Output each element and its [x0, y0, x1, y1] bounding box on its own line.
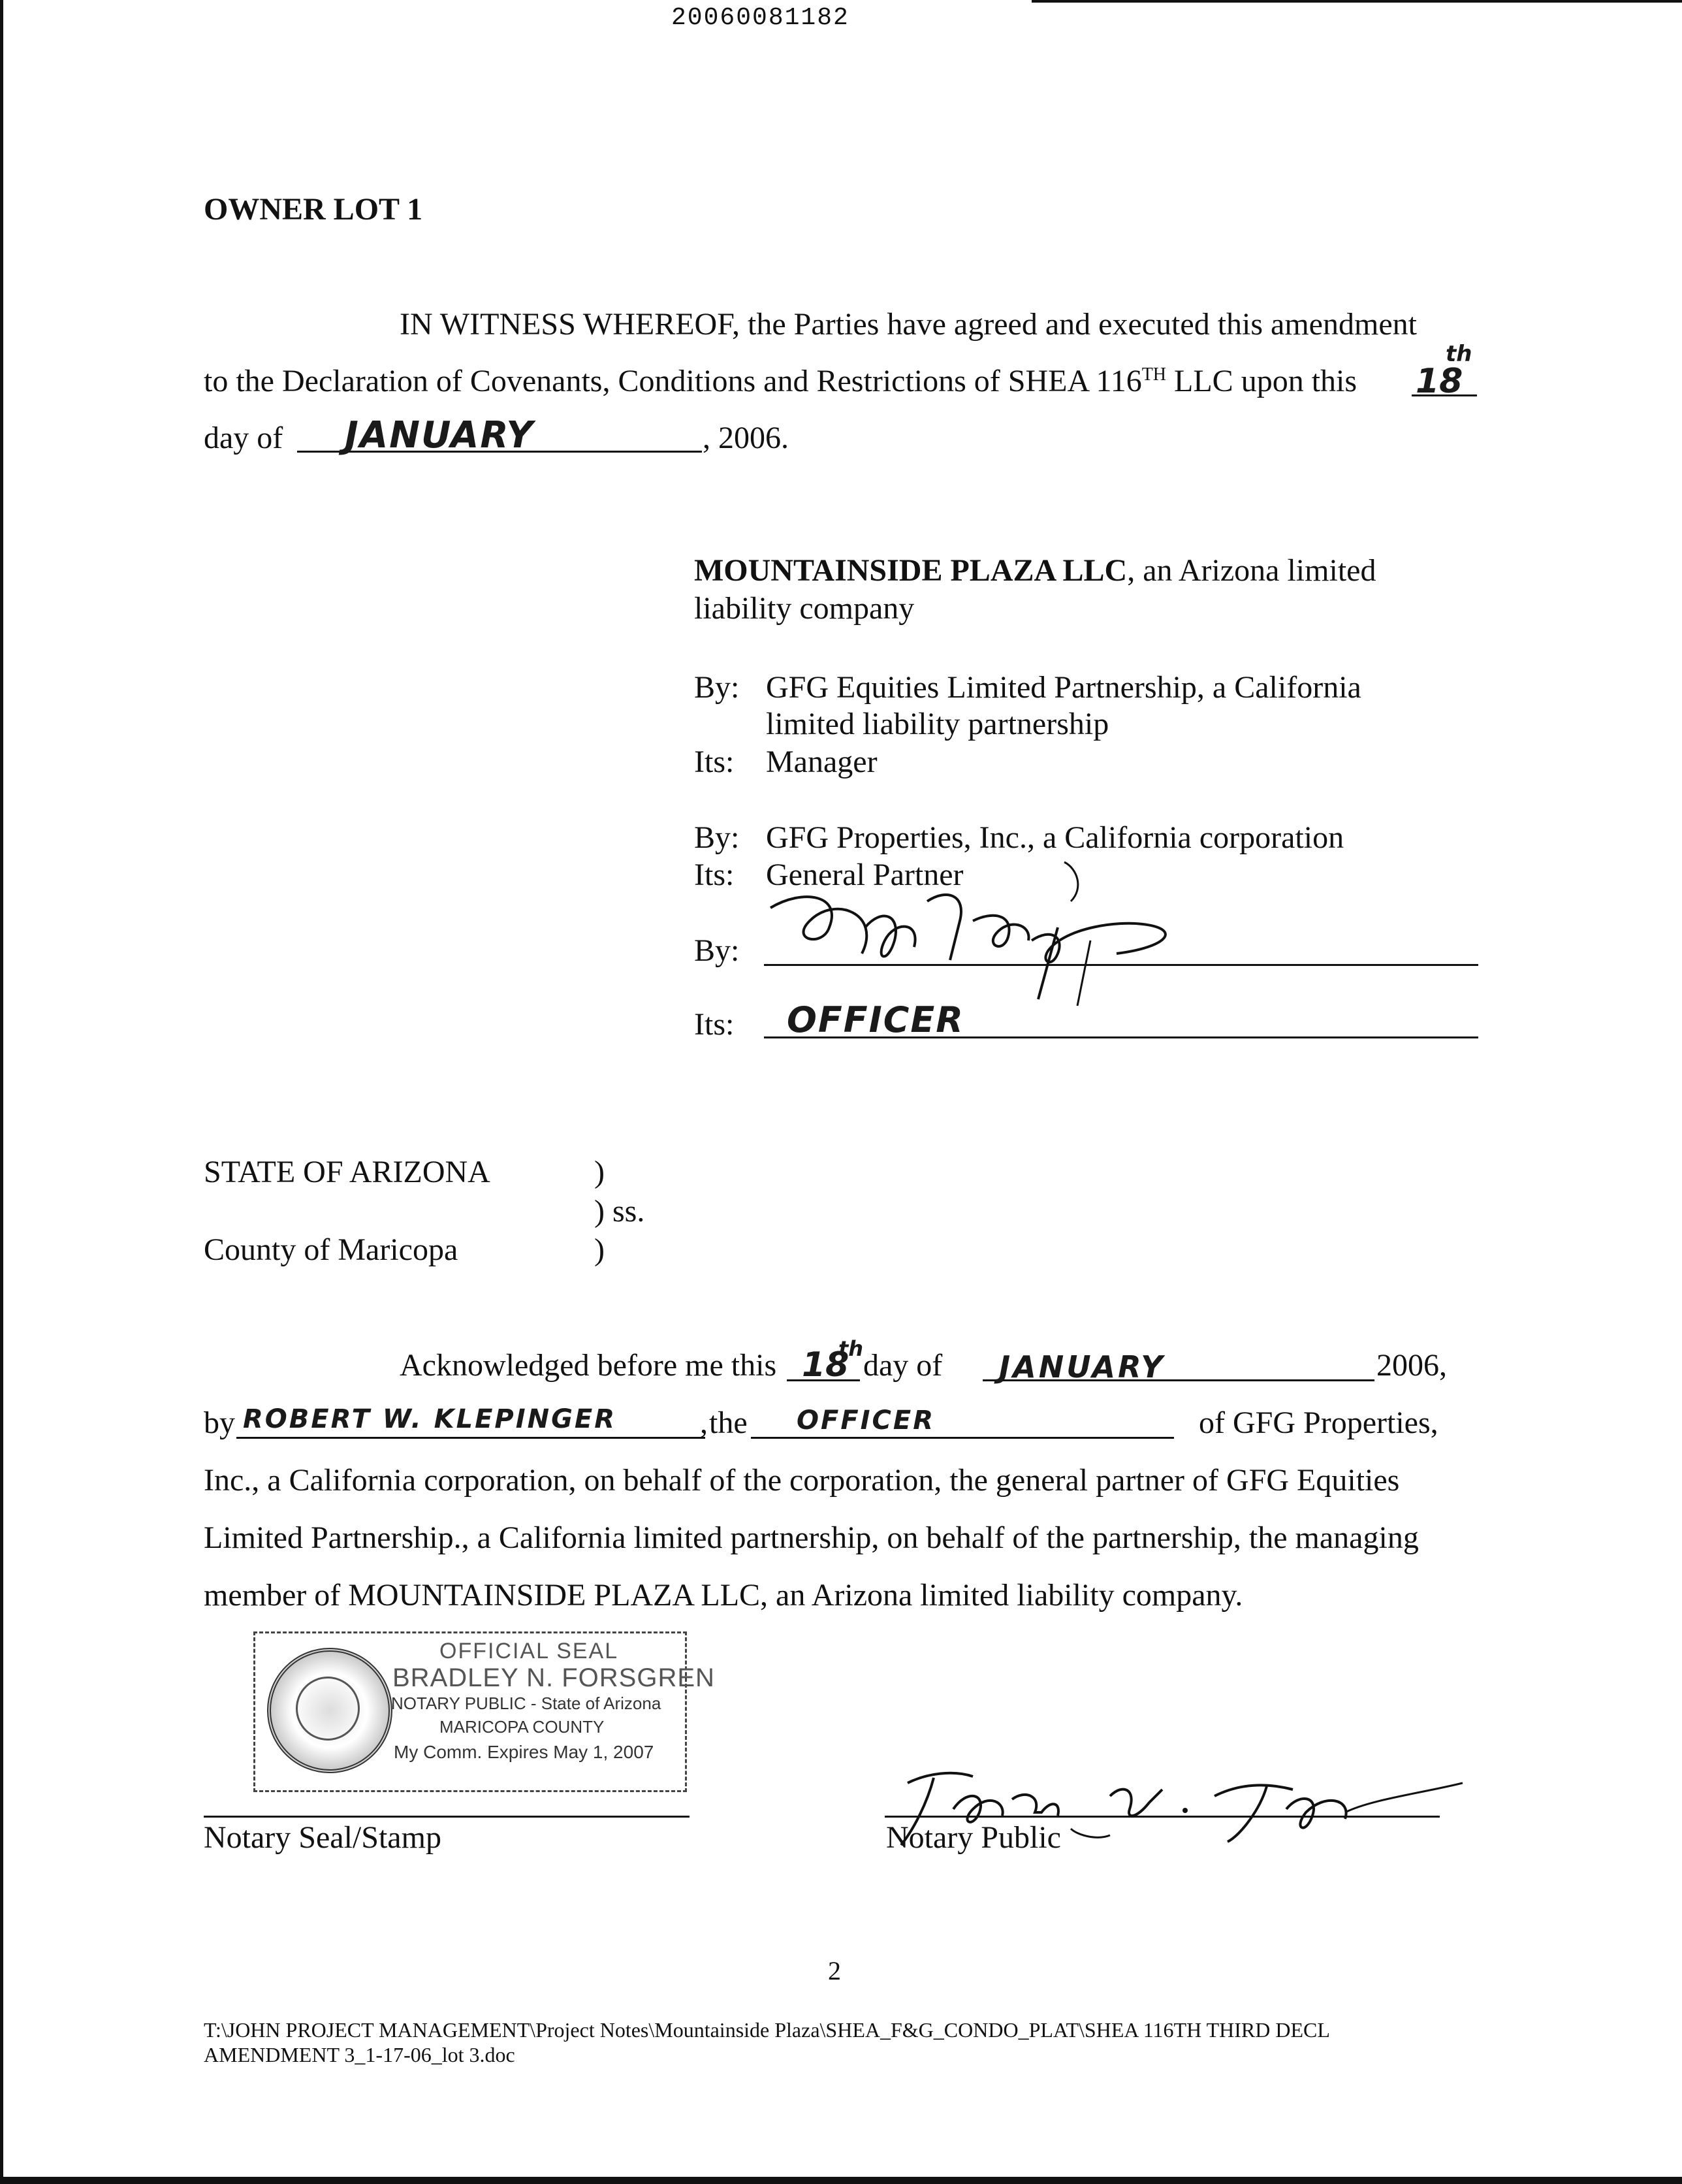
- stamp-line-1: OFFICIAL SEAL: [439, 1639, 619, 1663]
- ack-line-1-b: day of: [863, 1348, 943, 1383]
- venue-state: STATE OF ARIZONA: [204, 1155, 490, 1189]
- its-3-handwritten: OFFICER: [787, 999, 964, 1040]
- footer-path-line-2: AMENDMENT 3_1-17-06_lot 3.doc: [204, 2043, 515, 2066]
- stamp-line-5: My Comm. Expires May 1, 2007: [394, 1742, 654, 1762]
- ack-line-2-the: the: [709, 1405, 748, 1440]
- ack-line-2-comma: ,: [700, 1405, 708, 1440]
- company-name-rest: , an Arizona limited: [1127, 553, 1376, 588]
- document-number: 20060081182: [671, 4, 849, 32]
- ack-name-underline: [236, 1437, 705, 1439]
- ack-day-handwritten: 18: [802, 1345, 849, 1385]
- notary-public-label: Notary Public: [886, 1820, 1061, 1855]
- ack-line-2-by: by: [204, 1405, 235, 1440]
- stamp-line-2: BRADLEY N. FORSGREN: [392, 1663, 715, 1692]
- stamp-line-4: MARICOPA COUNTY: [439, 1717, 605, 1737]
- its-1-text: Manager: [766, 745, 878, 779]
- ack-line-1-a: Acknowledged before me this: [400, 1348, 777, 1383]
- by-2-text: GFG Properties, Inc., a California corporation: [766, 820, 1344, 855]
- witness-line-2-text-a: to the Declaration of Covenants, Conditions and Restrictions of SHEA 116: [204, 364, 1142, 398]
- notary-seal-stamp: [253, 1631, 715, 1792]
- state-seal-inner-ring: [296, 1677, 360, 1741]
- by-1-text-2: limited liability partnership: [766, 707, 1109, 741]
- venue-county: County of Maricopa: [204, 1232, 458, 1267]
- witness-superscript: TH: [1141, 364, 1167, 385]
- witness-day-handwritten: 18: [1416, 362, 1463, 401]
- state-seal-icon: [267, 1648, 392, 1773]
- witness-month-handwritten: JANUARY: [345, 414, 534, 457]
- venue-paren-3: ): [594, 1232, 605, 1267]
- scan-bottom-edge: [0, 2177, 1682, 2184]
- witness-line-3-b: , 2006.: [703, 421, 789, 455]
- ack-title-underline: [751, 1437, 1174, 1439]
- page-number: 2: [828, 1956, 841, 1985]
- ack-month-handwritten: JANUARY: [999, 1349, 1166, 1385]
- witness-line-3-a: day of: [204, 421, 283, 455]
- witness-day-suffix-handwritten: th: [1446, 341, 1472, 367]
- by-3-label: By:: [694, 933, 740, 968]
- stamp-line-3: NOTARY PUBLIC - State of Arizona: [391, 1694, 661, 1713]
- its-2-label: Its:: [694, 858, 735, 892]
- footer-path-line-1: T:\JOHN PROJECT MANAGEMENT\Project Notes\Mountainside Plaza\SHEA_F&G_CONDO_PLAT\SHEA 116TH THIRD DECL: [204, 2018, 1330, 2042]
- scan-top-edge: [1032, 0, 1682, 3]
- ack-line-3: Inc., a California corporation, on behalf of the corporation, the general partner of GFG Equities: [204, 1463, 1400, 1498]
- company-name-line: [694, 555, 1376, 586]
- witness-line-1: IN WITNESS WHEREOF, the Parties have agreed and executed this amendment: [400, 307, 1417, 342]
- company-name-line-2: liability company: [694, 591, 915, 626]
- ack-line-1-c: 2006,: [1376, 1348, 1447, 1383]
- ack-line-5: member of MOUNTAINSIDE PLAZA LLC, an Arizona limited liability company.: [204, 1578, 1243, 1613]
- ack-name-handwritten: ROBERT W. KLEPINGER: [243, 1404, 617, 1434]
- by-1-label: By:: [694, 670, 740, 705]
- by-1-text-1: GFG Equities Limited Partnership, a California: [766, 670, 1361, 705]
- its-3-label: Its:: [694, 1007, 735, 1042]
- page-heading: OWNER LOT 1: [204, 192, 423, 227]
- venue-ss: ) ss.: [594, 1194, 645, 1228]
- its-1-label: Its:: [694, 745, 735, 779]
- officer-signature-image: [751, 849, 1208, 1019]
- by-2-label: By:: [694, 820, 740, 855]
- ack-line-2-of: of GFG Properties,: [1199, 1405, 1438, 1440]
- ack-line-4: Limited Partnership., a California limited partnership, on behalf of the partnership, the managing: [204, 1520, 1419, 1555]
- notary-seal-line: [204, 1816, 690, 1818]
- scan-left-edge: [0, 0, 3, 2184]
- notary-signature-image: [875, 1737, 1515, 1861]
- witness-line-2-text-b: LLC upon this: [1166, 364, 1357, 398]
- its-2-text: General Partner: [766, 858, 964, 892]
- ack-title-handwritten: OFFICER: [797, 1405, 936, 1436]
- ack-day-suffix-handwritten: th: [838, 1336, 864, 1361]
- company-name-bold: MOUNTAINSIDE PLAZA LLC: [694, 553, 1128, 588]
- notary-seal-label: Notary Seal/Stamp: [204, 1820, 441, 1855]
- witness-line-2: [204, 366, 1357, 397]
- venue-paren-1: ): [594, 1155, 605, 1189]
